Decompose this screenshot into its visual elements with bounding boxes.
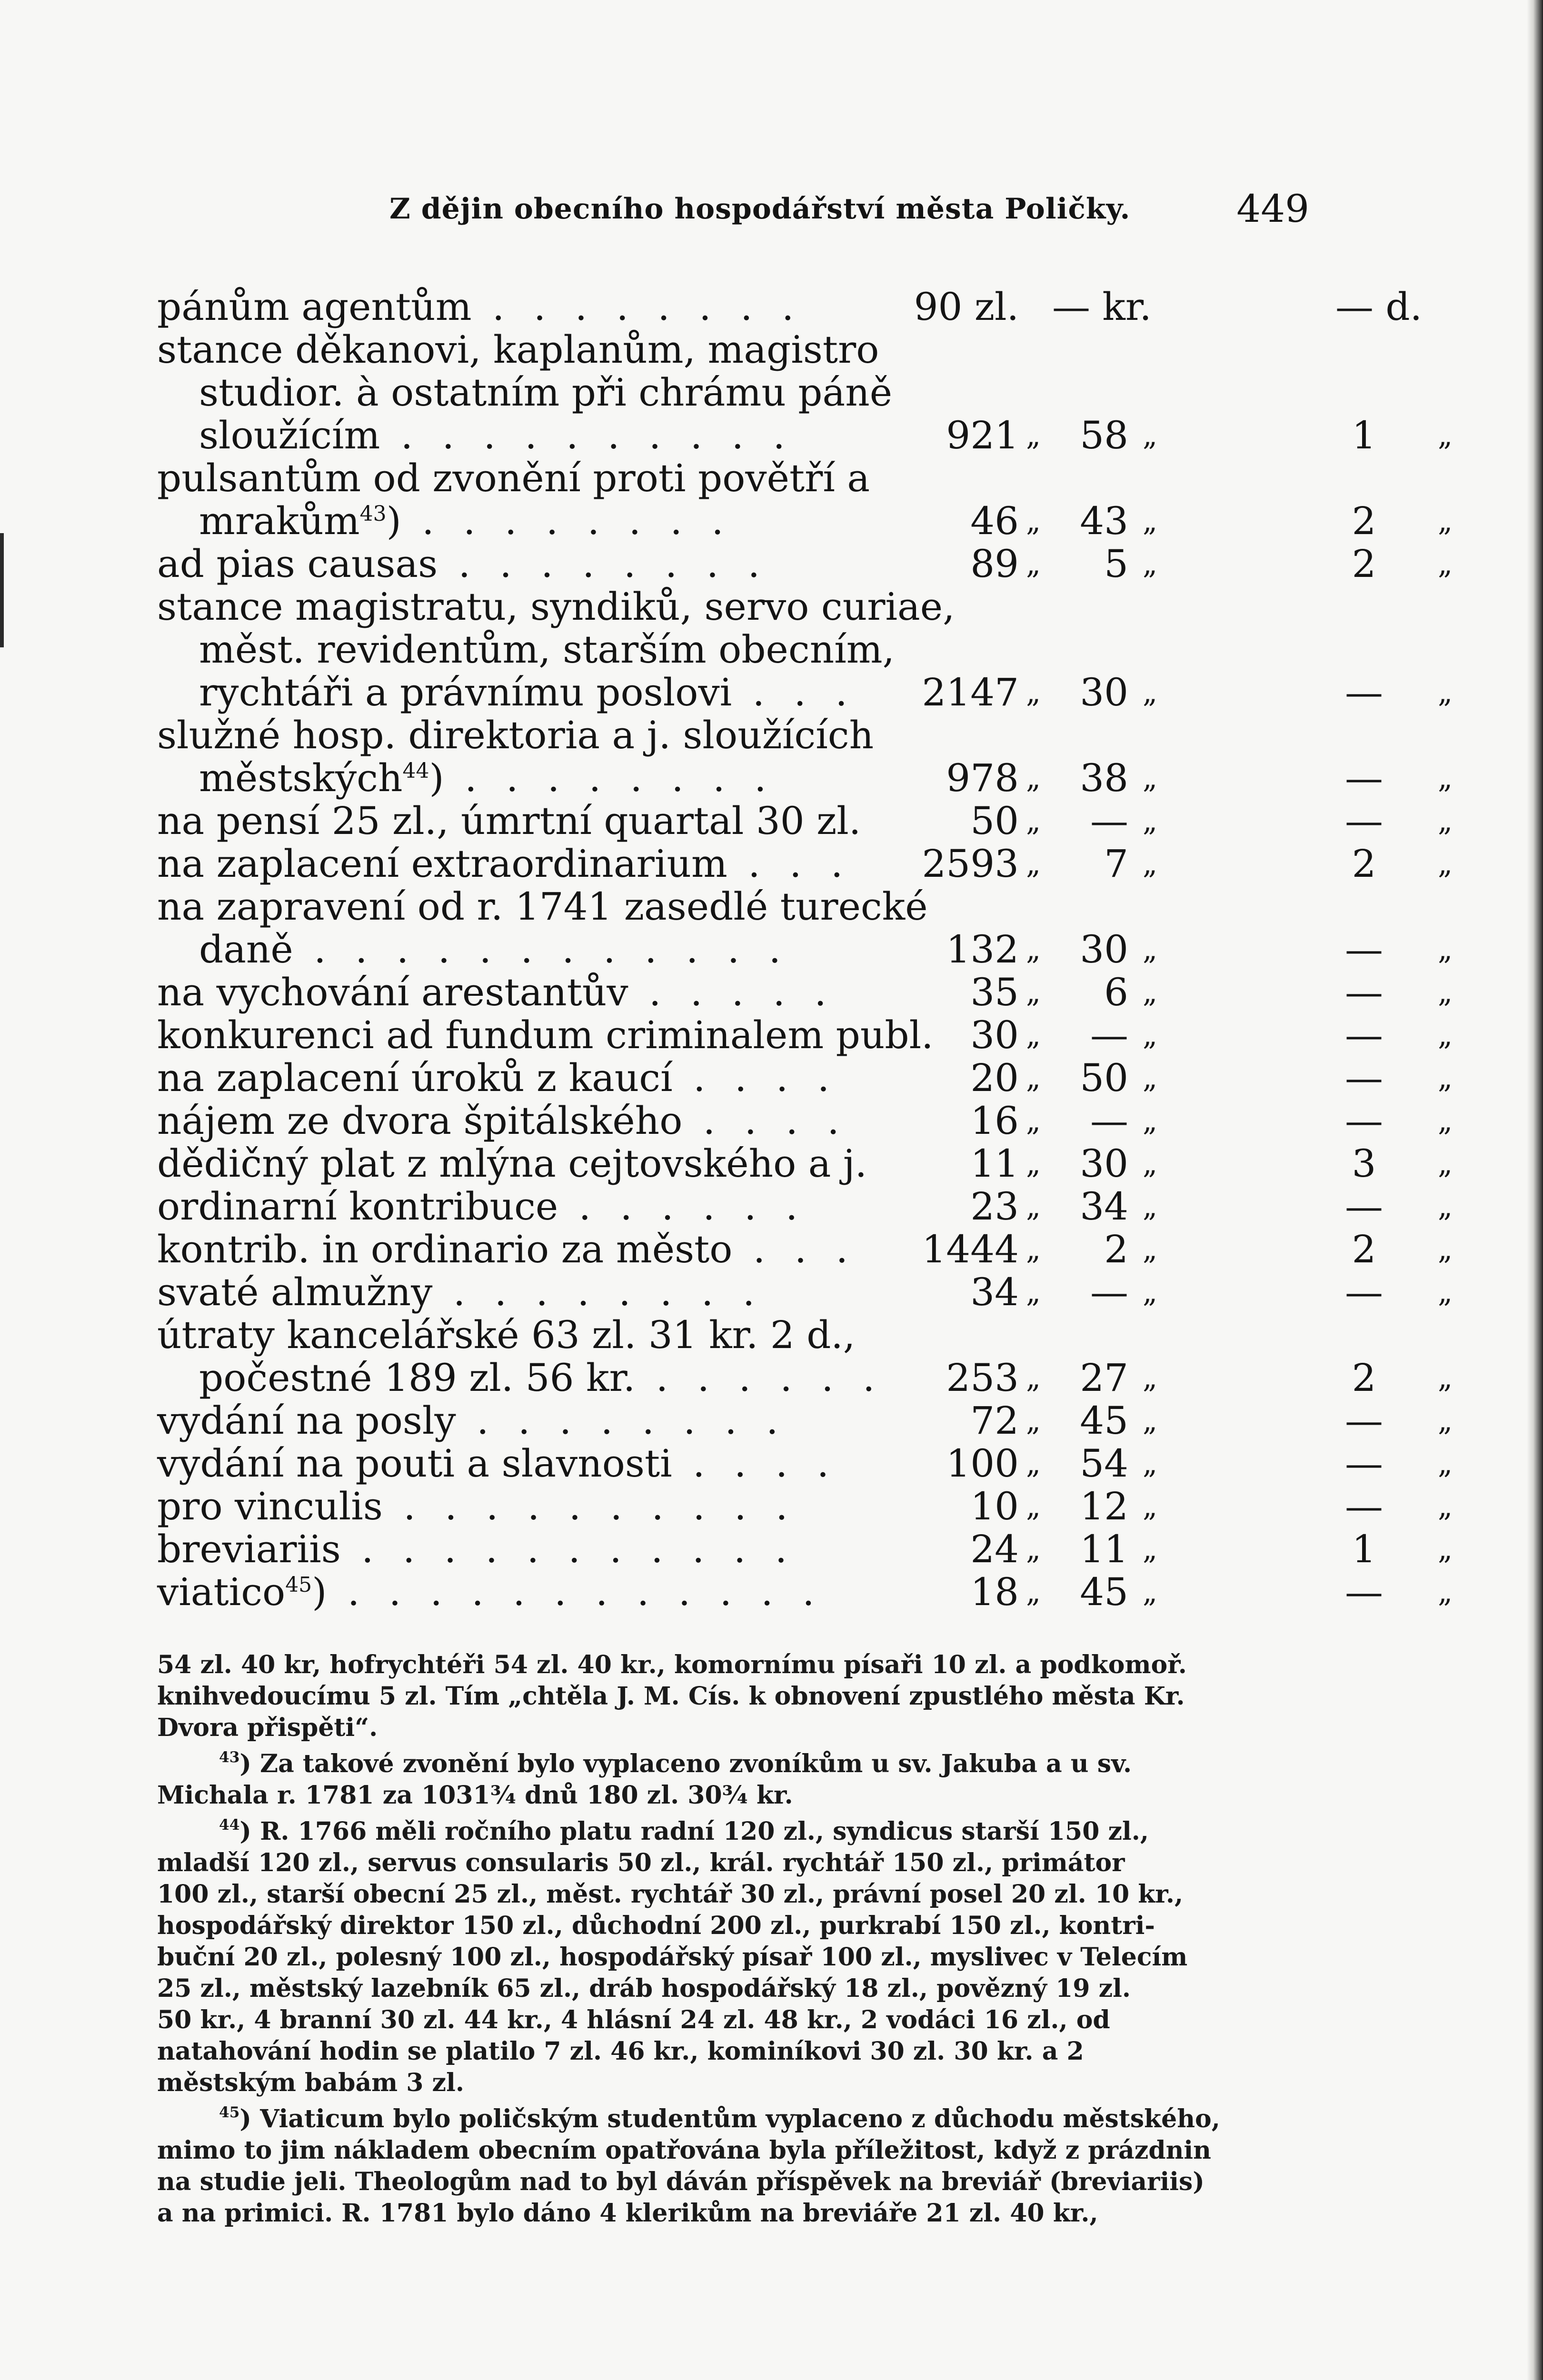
row-description-text: pulsantům od zvonění proti povětří a (157, 456, 870, 500)
amount-d: — (1345, 1570, 1383, 1614)
ditto-mark: „ (1026, 1147, 1041, 1180)
amount-kr: 45 (1080, 1570, 1128, 1614)
row-description (199, 628, 895, 671)
amount-kr: 11 (1080, 1527, 1128, 1571)
row-description-text: rychtáři a právnímu poslovi (199, 670, 732, 714)
leader-dots: . . . . . . . . (444, 756, 775, 800)
table-row (157, 885, 1309, 928)
footnote-line: buční 20 zl., polesný 100 zl., hospodářský písař 100 zl., myslivec v Telecím (157, 1943, 1188, 1972)
footnote-number: 45 (219, 2104, 240, 2121)
row-description-text: služné hosp. direktoria a j. sloužících (157, 713, 874, 757)
table-row (157, 285, 1423, 329)
amount-kr: 2 (1104, 1227, 1128, 1271)
amount-kr: — (1090, 1270, 1128, 1314)
amount-zl: 35 (970, 970, 1019, 1014)
row-description-text: konkurenci ad fundum criminalem publ. (157, 1013, 934, 1057)
amount-zl: 34 (970, 1270, 1019, 1314)
ditto-mark: „ (1026, 976, 1041, 1009)
row-description: mrakům$^{43}$) . . . . . . . . (199, 499, 732, 543)
ditto-mark: „ (1026, 804, 1041, 838)
amount-d: 1 (1352, 413, 1376, 457)
leader-dots: . . . . . . . . . . . (340, 1527, 796, 1571)
footnote-line: hospodářský direktor 150 zl., důchodní 200 zl., purkrabí 150 zl., kontri- (157, 1911, 1155, 1940)
row-description-text: pro vinculis (157, 1484, 383, 1528)
amount-zl: 100 (946, 1441, 1019, 1486)
amount-kr: 12 (1080, 1484, 1128, 1528)
amount-zl: 2593 (922, 842, 1019, 886)
footnote-ref: 44 (402, 759, 429, 783)
amount-d: 2 (1352, 842, 1376, 886)
ditto-mark: „ (1143, 1104, 1158, 1138)
ditto-mark: „ (1026, 1276, 1041, 1309)
leader-dots: . . . . . . (635, 1356, 884, 1400)
amount-zl: 921 (946, 413, 1019, 457)
ditto-mark: „ (1438, 1276, 1453, 1309)
row-description-text: stance děkanovi, kaplanům, magistro (157, 327, 879, 372)
ditto-mark: „ (1438, 933, 1453, 966)
amount-kr: — (1090, 1099, 1128, 1143)
ditto-mark: „ (1438, 1447, 1453, 1480)
scan-edge-right (1527, 0, 1543, 2380)
table-row (157, 714, 1309, 757)
row-description (157, 1485, 796, 1528)
row-description-text: studior. à ostatním při chrámu páně (199, 370, 893, 415)
amount-zl: 50 (970, 799, 1019, 843)
footnote-line: na studie jeli. Theologům nad to byl dáván příspěvek na breviář (breviariis) (157, 2167, 1205, 2196)
row-description (157, 1228, 856, 1271)
amount-d: — (1345, 1398, 1383, 1443)
row-description (157, 800, 861, 843)
table-row (157, 1227, 1453, 1271)
row-description (199, 371, 892, 414)
row-description (157, 714, 874, 757)
amount-d: — (1345, 756, 1383, 800)
amount-zl: 18 (970, 1570, 1019, 1614)
amount-zl: 132 (946, 927, 1019, 972)
table-row (157, 1099, 1453, 1143)
footnote-line: 54 zl. 40 kr, hofrychtéři 54 zl. 40 kr., komornímu písaři 10 zl. a podkomoř. (157, 1650, 1187, 1679)
ditto-mark: „ (1026, 1404, 1041, 1438)
table-row (157, 585, 1309, 628)
ditto-mark: „ (1438, 1061, 1453, 1095)
row-description-text: na pensí 25 zl., úmrtní quartal 30 zl. (157, 799, 861, 843)
row-description (157, 1528, 796, 1571)
ditto-mark: „ (1026, 762, 1041, 795)
ditto-mark: „ (1143, 1404, 1158, 1438)
row-description-text: měst. revidentům, starším obecním, (199, 627, 895, 672)
amount-zl: 1444 (922, 1227, 1019, 1271)
ditto-mark: „ (1026, 1361, 1041, 1395)
row-description (157, 1142, 867, 1185)
leader-dots: . . . . . . . . . . (382, 1484, 796, 1528)
amount-d: — (1345, 1013, 1383, 1057)
amount-d: — (1345, 1056, 1383, 1100)
ditto-mark: „ (1438, 1147, 1453, 1180)
ditto-mark: „ (1438, 1490, 1453, 1523)
amount-kr: 7 (1104, 842, 1128, 886)
table-row (157, 413, 1453, 457)
footnote-ref: 45 (285, 1573, 312, 1597)
row-description-text: svaté almužny (157, 1270, 433, 1314)
row-description-text: počestné 189 zl. 56 kr. (199, 1356, 636, 1400)
footnote-line: $^{43}$) Za takové zvonění bylo vyplaceno zvoníkům u sv. Jakuba a u sv. (219, 1749, 1132, 1778)
row-description (157, 1100, 848, 1142)
amount-kr: 34 (1080, 1184, 1128, 1229)
table-row (157, 542, 1453, 586)
amount-d: 2 (1352, 1356, 1376, 1400)
ditto-mark: „ (1438, 1576, 1453, 1609)
table-row (157, 842, 1453, 886)
table-row (157, 1056, 1453, 1100)
leader-dots: . . . . . . . . (438, 542, 769, 586)
ditto-mark: „ (1026, 1533, 1041, 1566)
table-row (157, 670, 1453, 714)
ditto-mark: „ (1143, 1447, 1158, 1480)
leader-dots: . . . . . . . . (432, 1270, 764, 1314)
ditto-mark: „ (1143, 1019, 1158, 1052)
table-row (157, 1441, 1453, 1486)
amount-zl: 978 (946, 756, 1019, 800)
ditto-mark: „ (1143, 1061, 1158, 1095)
row-description-text: útraty kancelářské 63 zl. 31 kr. 2 d., (157, 1313, 856, 1357)
row-description-text: viatico (157, 1570, 286, 1614)
amount-d: 1 (1352, 1527, 1376, 1571)
amount-zl: 72 (970, 1398, 1019, 1443)
row-description-text: na vychování arestantův (157, 970, 628, 1014)
amount-zl: 24 (970, 1527, 1019, 1571)
leader-dots: . . . . (682, 1099, 848, 1143)
ditto-mark: „ (1143, 804, 1158, 838)
row-description (157, 885, 928, 928)
amount-zl: 89 (970, 542, 1019, 586)
table-row (157, 457, 1309, 500)
amount-d: 2 (1352, 542, 1376, 586)
amount-zl: 16 (970, 1099, 1019, 1143)
footnote-line: natahování hodin se platilo 7 zl. 46 kr., kominíkovi 30 zl. 30 kr. a 2 (157, 2037, 1084, 2066)
table-row (157, 927, 1453, 972)
footnote-44 (157, 1816, 1314, 2099)
ditto-mark: „ (1143, 1576, 1158, 1609)
row-description-text: vydání na posly (157, 1398, 456, 1443)
row-description-text: na zaplacení extraordinarium (157, 842, 727, 886)
ditto-mark: „ (1143, 933, 1158, 966)
table-row (157, 1184, 1453, 1229)
row-description-text: breviariis (157, 1527, 341, 1571)
footnote-line: 100 zl., starší obecní 25 zl., měst. rychtář 30 zl., právní posel 20 zl. 10 kr., (157, 1880, 1184, 1909)
row-description-text: dědičný plat z mlýna cejtovského a j. (157, 1141, 867, 1186)
ditto-mark: „ (1438, 505, 1453, 538)
amount-kr: 30 (1080, 927, 1128, 972)
row-description (157, 843, 851, 885)
ditto-mark: „ (1026, 1104, 1041, 1138)
table-row (157, 1013, 1453, 1057)
row-description (157, 1057, 838, 1100)
leader-dots: . . . . . . . . . . . . (327, 1570, 823, 1614)
row-description (157, 585, 955, 628)
ditto-mark: „ (1026, 1190, 1041, 1223)
table-row (157, 1570, 1453, 1614)
amount-kr: 30 (1080, 1141, 1128, 1186)
amount-kr: 45 (1080, 1398, 1128, 1443)
ditto-mark: „ (1438, 547, 1453, 581)
row-description-text: kontrib. in ordinario za město (157, 1227, 733, 1271)
row-description (199, 671, 856, 714)
leader-dots: . . . . . . . . (471, 285, 803, 329)
amount-zl: 23 (970, 1184, 1019, 1229)
amount-kr: 50 (1080, 1056, 1128, 1100)
row-description-text: městských (199, 756, 403, 800)
ditto-mark: „ (1438, 804, 1453, 838)
ditto-mark: „ (1026, 1447, 1041, 1480)
amount-kr: 30 (1080, 670, 1128, 714)
leader-dots: . . . . (672, 1056, 838, 1100)
ditto-mark: „ (1438, 1404, 1453, 1438)
leader-dots: . . . (727, 842, 852, 886)
table-row (157, 1527, 1453, 1571)
row-description (157, 1185, 806, 1228)
ditto-mark: „ (1438, 976, 1453, 1009)
ditto-mark: „ (1143, 1190, 1158, 1223)
row-description (157, 971, 835, 1014)
row-description-text: na zaplacení úroků z kaucí (157, 1056, 673, 1100)
amount-d: 3 (1352, 1141, 1376, 1186)
ditto-mark: „ (1026, 847, 1041, 881)
amount-d: — (1345, 970, 1383, 1014)
row-description (157, 1014, 934, 1057)
amount-d: — (1345, 1099, 1383, 1143)
amount-d: — (1345, 1441, 1383, 1486)
leader-dots: . . . . . . . . . . (380, 413, 794, 457)
row-description (199, 414, 794, 457)
table-row (157, 371, 1309, 414)
amount-zl: 253 (946, 1356, 1019, 1400)
ditto-mark: „ (1143, 547, 1158, 581)
amount-d: — (1345, 1184, 1383, 1229)
amount-kr: 6 (1104, 970, 1128, 1014)
amount-d: 2 (1352, 499, 1376, 543)
row-description (199, 1357, 883, 1399)
footnote-line: městským babám 3 zl. (157, 2068, 464, 2097)
ditto-mark: „ (1438, 1533, 1453, 1566)
row-description-text: stance magistratu, syndiků, servo curiae, (157, 585, 955, 629)
leader-dots: . . . . . . (558, 1184, 806, 1229)
footnote-43 (157, 1748, 1314, 1811)
footnote-line: Dvora přispěti“. (157, 1713, 378, 1742)
row-description-text: daně (199, 927, 293, 972)
ditto-mark: „ (1026, 1019, 1041, 1052)
footnote-line: $^{45}$) Viaticum bylo poličským studentům vyplaceno z důchodu městského, (219, 2104, 1220, 2133)
header-title: Z dějin obecního hospodářství města Poličky. (389, 192, 1131, 226)
ditto-mark: „ (1143, 1233, 1158, 1266)
expense-table (157, 285, 1453, 1614)
row-description-text: pánům agentům (157, 285, 472, 329)
ditto-mark: „ (1026, 676, 1041, 709)
footnote-line: a na primici. R. 1781 bylo dáno 4 klerikům na breviáře 21 zl. 40 kr., (157, 2199, 1098, 2228)
ditto-mark: „ (1438, 419, 1453, 452)
footnote-continuation (157, 1649, 1314, 1744)
ditto-mark: „ (1143, 847, 1158, 881)
table-row (157, 328, 1309, 371)
footnote-ref: 43 (359, 502, 387, 526)
amount-kr: — (1090, 799, 1128, 843)
table-row (157, 1398, 1453, 1443)
footnote-number: 43 (219, 1749, 240, 1766)
row-description: městských$^{44}$) . . . . . . . . (199, 756, 775, 800)
footnote-line: mladší 120 zl., servus consularis 50 zl., král. rychtář 150 zl., primátor (157, 1848, 1125, 1877)
running-header (157, 187, 1309, 234)
footnote-line: 25 zl., městský lazebník 65 zl., dráb hospodářský 18 zl., povězný 19 zl. (157, 1974, 1131, 2003)
scan-edge-left (0, 533, 4, 647)
table-row (157, 1314, 1309, 1357)
ditto-mark: „ (1143, 1276, 1158, 1309)
footnotes (157, 1649, 1314, 2234)
amount-kr: 27 (1080, 1356, 1128, 1400)
table-row (157, 799, 1453, 843)
ditto-mark: „ (1143, 676, 1158, 709)
footnote-number: 44 (219, 1816, 240, 1834)
row-description-text: nájem ze dvora špitálského (157, 1099, 683, 1143)
ditto-mark: „ (1143, 419, 1158, 452)
leader-dots: . . . . (672, 1441, 838, 1486)
amount-zl: 2147 (922, 670, 1019, 714)
amount-kr: 58 (1080, 413, 1128, 457)
row-description (157, 543, 768, 585)
amount-zl: 20 (970, 1056, 1019, 1100)
row-description: viatico$^{45}$) . . . . . . . . . . . . (157, 1570, 823, 1614)
ditto-mark: „ (1143, 505, 1158, 538)
table-row (157, 970, 1453, 1014)
amount-zl: 90 zl. (914, 285, 1019, 329)
footnote-line: Michala r. 1781 za 1031¾ dnů 180 zl. 30¾ kr. (157, 1781, 793, 1810)
footnote-line: $^{44}$) R. 1766 měli ročního platu radní 120 zl., syndicus starší 150 zl., (219, 1816, 1149, 1846)
row-description-text: ad pias causas (157, 542, 438, 586)
row-description (157, 1442, 837, 1485)
ditto-mark: „ (1026, 1061, 1041, 1095)
amount-kr: 54 (1080, 1441, 1128, 1486)
ditto-mark: „ (1143, 1361, 1158, 1395)
row-description-text: sloužícím (199, 413, 380, 457)
ditto-mark: „ (1438, 1019, 1453, 1052)
ditto-mark: „ (1438, 1190, 1453, 1223)
amount-d: — (1345, 1484, 1383, 1528)
amount-d: — (1345, 927, 1383, 972)
row-description (157, 286, 802, 328)
table-row (157, 756, 1453, 800)
ditto-mark: „ (1438, 762, 1453, 795)
row-description (157, 1314, 855, 1357)
ditto-mark: „ (1143, 1490, 1158, 1523)
ditto-mark: „ (1438, 1104, 1453, 1138)
table-row (157, 1356, 1453, 1400)
table-row (157, 499, 1453, 543)
ditto-mark: „ (1026, 933, 1041, 966)
leader-dots: . . . . . . . . . . . . (293, 927, 790, 972)
ditto-mark: „ (1438, 1233, 1453, 1266)
row-description-text: mrakům (199, 499, 360, 543)
ditto-mark: „ (1026, 547, 1041, 581)
page-number: 449 (1236, 187, 1309, 231)
leader-dots: . . . . . . . . (456, 1398, 787, 1443)
amount-d: — d. (1335, 285, 1423, 329)
ditto-mark: „ (1026, 419, 1041, 452)
row-description (157, 1399, 787, 1442)
ditto-mark: „ (1143, 1147, 1158, 1180)
ditto-mark: „ (1026, 1490, 1041, 1523)
amount-d: — (1345, 670, 1383, 714)
row-description-text: ordinarní kontribuce (157, 1184, 558, 1229)
ditto-mark: „ (1026, 505, 1041, 538)
amount-d: 2 (1352, 1227, 1376, 1271)
footnote-line: 50 kr., 4 branní 30 zl. 44 kr., 4 hlásní 24 zl. 48 kr., 2 vodáci 16 zl., od (157, 2005, 1110, 2034)
leader-dots: . . . . . (628, 970, 835, 1014)
amount-zl: 30 (970, 1013, 1019, 1057)
ditto-mark: „ (1143, 762, 1158, 795)
ditto-mark: „ (1438, 676, 1453, 709)
ditto-mark: „ (1438, 847, 1453, 881)
ditto-mark: „ (1438, 1361, 1453, 1395)
table-row (157, 628, 1309, 671)
amount-d: — (1345, 1270, 1383, 1314)
amount-kr: 5 (1104, 542, 1128, 586)
ditto-mark: „ (1143, 976, 1158, 1009)
amount-kr: — (1090, 1013, 1128, 1057)
row-description (199, 928, 789, 971)
row-description (157, 1271, 763, 1314)
table-row (157, 1141, 1453, 1186)
leader-dots: . . . . . . . . (401, 499, 732, 543)
row-description-text: na zapravení od r. 1741 zasedlé turecké (157, 884, 928, 929)
table-row (157, 1484, 1453, 1528)
leader-dots: . . . (732, 670, 856, 714)
table-row (157, 1270, 1453, 1314)
footnote-line: knihvedoucímu 5 zl. Tím „chtěla J. M. Cís. k obnovení zpustlého města Kr. (157, 1682, 1185, 1711)
row-description (157, 457, 870, 500)
row-description (157, 328, 879, 371)
footnote-line: mimo to jim nákladem obecním opatřována byla příležitost, když z prázdnin (157, 2136, 1211, 2165)
amount-zl: 46 (970, 499, 1019, 543)
row-description-text: vydání na pouti a slavnosti (157, 1441, 672, 1486)
amount-kr: 43 (1080, 499, 1128, 543)
ditto-mark: „ (1143, 1533, 1158, 1566)
ditto-mark: „ (1026, 1233, 1041, 1266)
amount-d: — (1345, 799, 1383, 843)
footnote-45 (157, 2103, 1314, 2229)
amount-zl: 10 (970, 1484, 1019, 1528)
leader-dots: . . . (732, 1227, 857, 1271)
ditto-mark: „ (1026, 1576, 1041, 1609)
amount-kr: — kr. (1052, 285, 1152, 329)
amount-zl: 11 (970, 1141, 1019, 1186)
amount-kr: 38 (1080, 756, 1128, 800)
